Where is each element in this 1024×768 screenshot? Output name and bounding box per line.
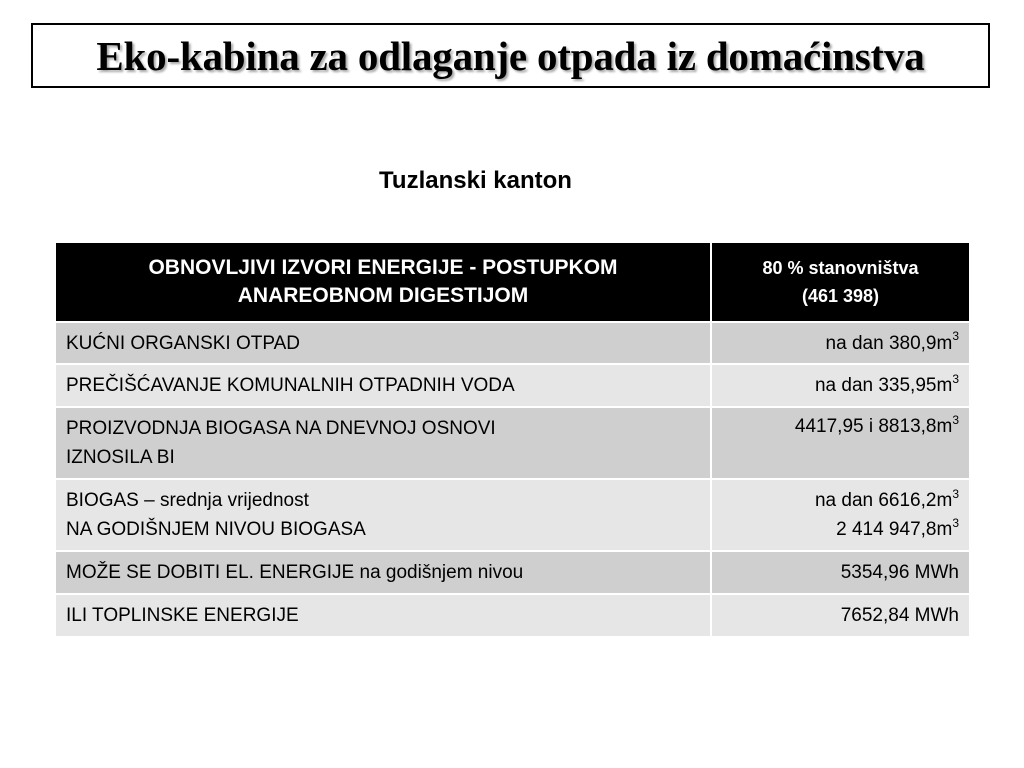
header-right-line2: (461 398) (801, 286, 880, 306)
row-value-line1 (722, 486, 959, 515)
row-label-line1: PROIZVODNJA BIOGASA NA DNEVNOJ OSNOVI (66, 418, 496, 439)
energy-table (56, 243, 969, 638)
superscript: 3 (952, 329, 959, 344)
table-header-row (56, 243, 969, 323)
row-label: ILI TOPLINSKE ENERGIJE (56, 595, 712, 638)
row-value-text: na dan 6616,2m (814, 490, 953, 511)
row-value-text: 2 414 947,8m (836, 519, 953, 540)
header-left-line1: OBNOVLJIVI IZVORI ENERGIJE - POSTUPKOM (148, 256, 618, 279)
row-label (56, 408, 712, 480)
table-row (56, 552, 969, 595)
row-label-line1: BIOGAS – srednja vrijednost (66, 490, 309, 511)
row-value (712, 323, 969, 365)
row-label: MOŽE SE DOBITI EL. ENERGIJE na godišnjem nivou (56, 552, 712, 595)
row-value-line2 (722, 515, 959, 544)
row-value-text: na dan 380,9m (825, 332, 953, 354)
row-value (712, 480, 969, 552)
row-value (712, 408, 969, 480)
row-label: KUĆNI ORGANSKI OTPAD (56, 323, 712, 365)
row-value: 7652,84 MWh (712, 595, 969, 638)
row-label (56, 480, 712, 552)
table-row (56, 480, 969, 552)
row-label-line2: NA GODIŠNJEM NIVOU BIOGASA (66, 519, 366, 540)
row-label-line2: IZNOSILA BI (66, 447, 175, 468)
table-row (56, 408, 969, 480)
header-right-line1: 80 % stanovništva (762, 258, 919, 278)
header-left-line2: ANAREOBNOM DIGESTIJOM (237, 284, 529, 307)
row-value-text: na dan 335,95m (814, 375, 953, 396)
superscript: 3 (952, 515, 959, 530)
table-row (56, 365, 969, 408)
title-box (31, 23, 990, 88)
superscript: 3 (952, 371, 959, 386)
row-value: 5354,96 MWh (712, 552, 969, 595)
superscript: 3 (952, 412, 959, 427)
row-value (712, 365, 969, 408)
table-header-right (712, 243, 969, 323)
table-header-left (56, 243, 712, 323)
superscript: 3 (952, 486, 959, 501)
row-label: PREČIŠĆAVANJE KOMUNALNIH OTPADNIH VODA (56, 365, 712, 408)
slide-subtitle: Tuzlanski kanton (379, 167, 572, 194)
table-row (56, 323, 969, 365)
slide-title: Eko-kabina za odlaganje otpada iz domaćinstva (96, 32, 925, 79)
table-row (56, 595, 969, 638)
row-value-text: 4417,95 i 8813,8m (794, 416, 953, 437)
